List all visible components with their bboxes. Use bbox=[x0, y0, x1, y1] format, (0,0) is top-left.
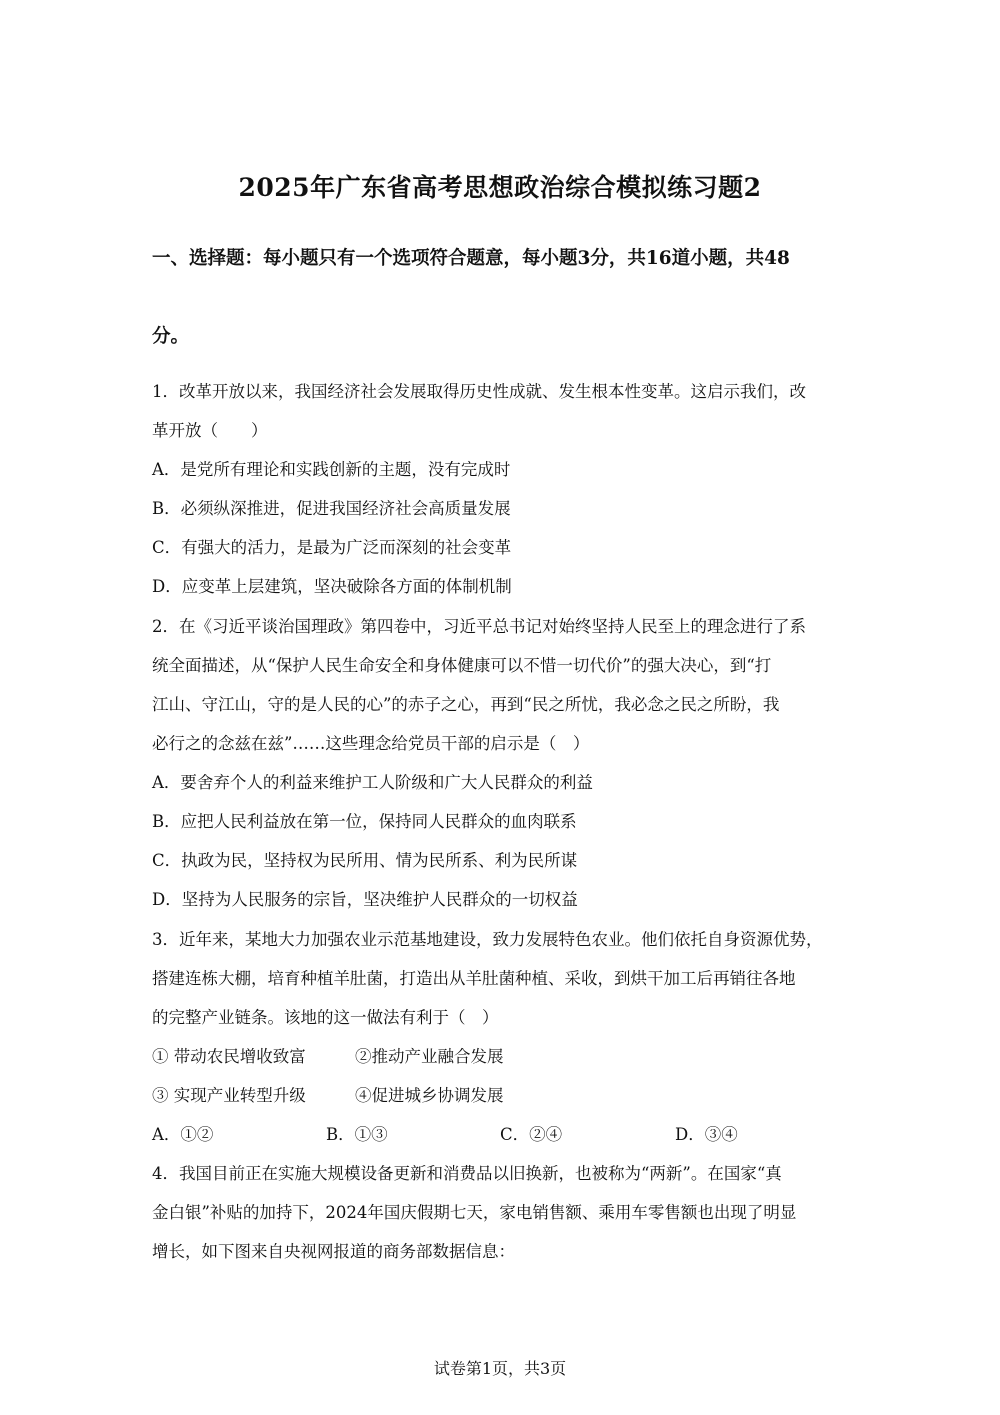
question-3-stem-line1: 3．近年来，某地大力加强农业示范基地建设，致力发展特色农业。他们依托自身资源优势， bbox=[152, 930, 823, 949]
question-1-stem-line2: 革开放（ ） bbox=[152, 421, 268, 440]
question-2-option-c: C．执政为民，坚持权为民所用、情为民所系、利为民所谋 bbox=[152, 851, 578, 870]
question-4-stem-line2: 金白银”补贴的加持下，2024年国庆假期七天，家电销售额、乘用车零售额也出现了明显 bbox=[152, 1203, 797, 1222]
question-2-option-a: A．要舍弃个人的利益来维护工人阶级和广大人民群众的利益 bbox=[152, 773, 593, 792]
question-3-stem-line2: 搭建连栋大棚，培育种植羊肚菌，打造出从羊肚菌种植、采收，到烘干加工后再销往各地 bbox=[152, 969, 796, 988]
question-2-stem-line3: 江山、守江山，守的是人民的心”的赤子之心，再到“民之所忧，我必念之民之所盼，我 bbox=[152, 695, 780, 714]
question-3-stem-line3: 的完整产业链条。该地的这一做法有利于（ ） bbox=[152, 1008, 499, 1027]
question-3-item-2: ②推动产业融合发展 bbox=[355, 1047, 504, 1066]
question-3-option-c: C．②④ bbox=[500, 1125, 563, 1144]
section-heading-line2: 分。 bbox=[152, 326, 190, 347]
question-4-stem-line1: 4．我国目前正在实施大规模设备更新和消费品以旧换新，也被称为“两新”。在国家“真 bbox=[152, 1164, 782, 1183]
page-title: 2025年广东省高考思想政治综合模拟练习题2 bbox=[238, 173, 762, 202]
question-3-item-3: ③ 实现产业转型升级 bbox=[152, 1086, 306, 1105]
question-1-option-d: D．应变革上层建筑，坚决破除各方面的体制机制 bbox=[152, 577, 512, 596]
question-3-option-a: A．①② bbox=[152, 1125, 214, 1144]
question-4-stem-line3: 增长，如下图来自央视网报道的商务部数据信息： bbox=[152, 1242, 515, 1261]
page-footer: 试卷第1页，共3页 bbox=[433, 1359, 567, 1378]
question-3-option-d: D．③④ bbox=[675, 1125, 738, 1144]
question-2-stem-line1: 2．在《习近平谈治国理政》第四卷中，习近平总书记对始终坚持人民至上的理念进行了系 bbox=[152, 617, 806, 636]
question-3-item-4: ④促进城乡协调发展 bbox=[355, 1086, 504, 1105]
question-2-stem-line2: 统全面描述，从“保护人民生命安全和身体健康可以不惜一切代价”的强大决心，到“打 bbox=[152, 656, 772, 675]
question-3-option-b: B．①③ bbox=[326, 1125, 388, 1144]
question-1-option-b: B．必须纵深推进，促进我国经济社会高质量发展 bbox=[152, 499, 511, 518]
question-1-stem-line1: 1．改革开放以来，我国经济社会发展取得历史性成就、发生根本性变革。这启示我们，改 bbox=[152, 382, 806, 401]
question-2-option-b: B．应把人民利益放在第一位，保持同人民群众的血肉联系 bbox=[152, 812, 577, 831]
section-heading-line1: 一、选择题：每小题只有一个选项符合题意，每小题3分，共16道小题，共48 bbox=[152, 248, 790, 269]
question-1-option-a: A．是党所有理论和实践创新的主题，没有完成时 bbox=[152, 460, 511, 479]
question-3-item-1: ① 带动农民增收致富 bbox=[152, 1047, 306, 1066]
question-1-option-c: C．有强大的活力，是最为广泛而深刻的社会变革 bbox=[152, 538, 512, 557]
question-2-option-d: D．坚持为人民服务的宗旨，坚决维护人民群众的一切权益 bbox=[152, 890, 578, 909]
question-2-stem-line4: 必行之的念兹在兹”……这些理念给党员干部的启示是（ ） bbox=[152, 734, 590, 753]
